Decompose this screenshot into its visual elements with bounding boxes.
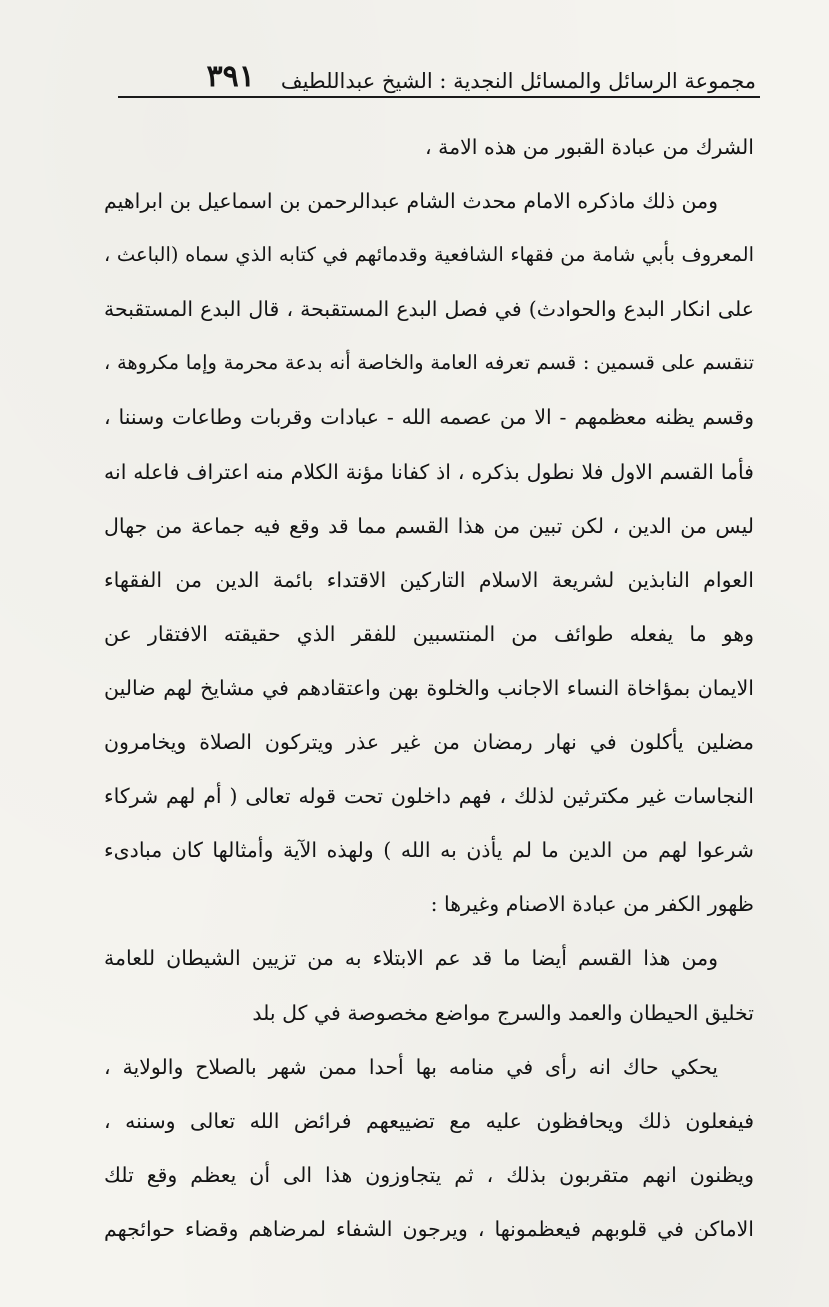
text-line: وقسم يظنه معظمهم - الا من عصمه الله - عبادات وقربات وطاعات وسننا ، [104,405,754,430]
page-number: ٣٩١ [206,59,255,94]
text-line: المعروف بأبي شامة من فقهاء الشافعية وقدمائهم في كتابه الذي سماه (الباعث ، [104,243,754,267]
text-line: فأما القسم الاول فلا نطول بذكره ، اذ كفانا مؤنة الكلام منه اعتراف فاعله انه [104,459,754,484]
page-header [120,48,756,92]
text-line: تنقسم على قسمين : قسم تعرفه العامة والخاصة أنه بدعة محرمة وإما مكروهة ، [104,351,754,375]
text-line: شرعوا لهم من الدين ما لم يأذن به الله ) ولهذه الآية وأمثالها كان مبادىء [104,838,754,863]
text-line: ويظنون انهم متقربون بذلك ، ثم يتجاوزون هذا الى أن يعظم وقع تلك [104,1162,754,1187]
body-text [104,120,754,1256]
text-line: فيفعلون ذلك ويحافظون عليه مع تضييعهم فرائض الله تعالى وسننه ، [104,1108,754,1133]
text-line: النجاسات غير مكترثين لذلك ، فهم داخلون تحت قوله تعالى ( أم لهم شركاء [104,784,754,809]
text-line: ومن ذلك ماذكره الامام محدث الشام عبدالرحمن بن اسماعيل بن ابراهيم [104,189,718,214]
text-line: الشرك من عبادة القبور من هذه الامة ، [424,135,754,159]
text-line: مضلين يأكلون في نهار رمضان من غير عذر ويتركون الصلاة ويخامرون [104,730,754,755]
text-line: الايمان بمؤاخاة النساء الاجانب والخلوة بهن واعتقادهم في مشايخ لهم ضالين [104,675,754,700]
text-line: الاماكن في قلوبهم فيعظمونها ، ويرجون الشفاء لمرضاهم وقضاء حوائجهم [104,1216,754,1241]
text-line: ظهور الكفر من عبادة الاصنام وغيرها : [430,892,754,917]
text-line: يحكي حاك انه رأى في منامه بها أحدا ممن شهر بالصلاح والولاية ، [104,1054,718,1079]
running-title: مجموعة الرسائل والمسائل النجدية : الشيخ عبداللطيف [280,69,756,93]
text-line: ومن هذا القسم أيضا ما قد عم الابتلاء به من تزيين الشيطان للعامة [104,946,718,971]
text-line: تخليق الحيطان والعمد والسرج مواضع مخصوصة في كل بلد [252,1000,754,1025]
text-line: على انكار البدع والحوادث) في فصل البدع المستقبحة ، قال البدع المستقبحة [104,297,754,322]
text-line: وهو ما يفعله طوائف من المنتسبين للفقر الذي حقيقته الافتقار عن [104,621,754,646]
text-line: ليس من الدين ، لكن تبين من هذا القسم مما قد وقع فيه جماعة من جهال [104,513,754,538]
header-rule [118,96,760,98]
text-line: العوام النابذين لشريعة الاسلام التاركين الاقتداء بائمة الدين من الفقهاء [104,567,754,592]
